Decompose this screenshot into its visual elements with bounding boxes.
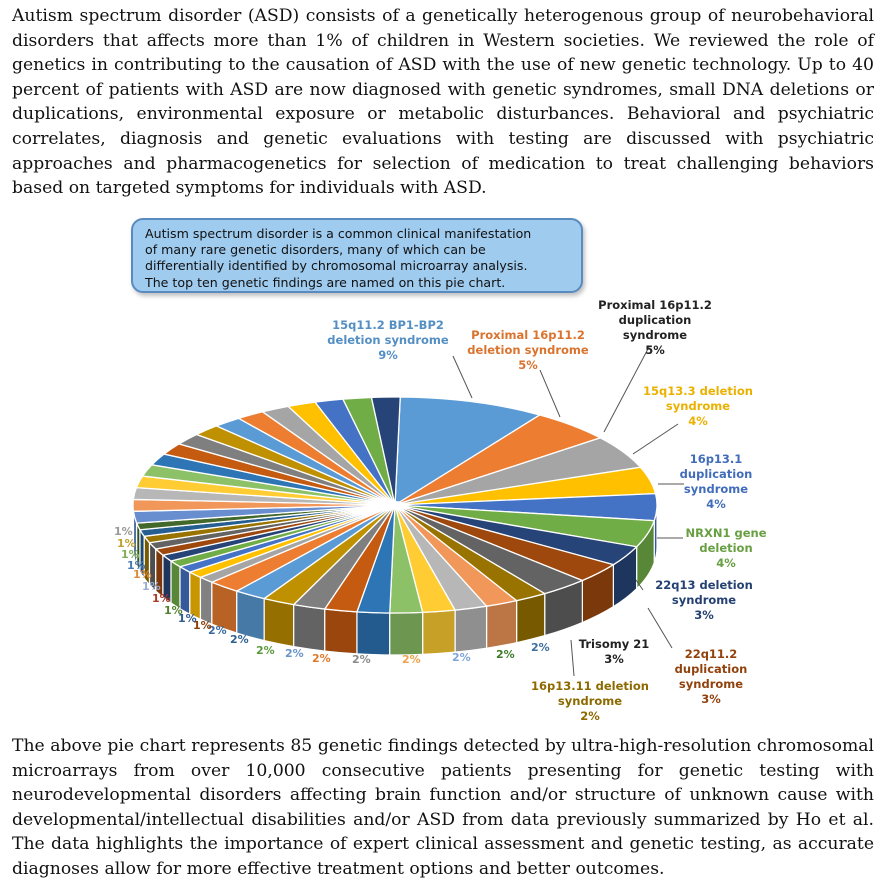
slice-value-label: 1% <box>114 525 133 538</box>
slice-name-label: Proximal 16p11.2 <box>471 328 585 342</box>
slice-name-label: 16p13.1 <box>689 452 743 466</box>
slice-label <box>655 578 753 623</box>
slice-value-label: 3% <box>701 692 721 706</box>
slice-label <box>531 679 649 724</box>
pie-slice-side <box>517 594 545 643</box>
pie-slice-side <box>171 561 180 609</box>
slice-name-label: syndrome <box>557 694 623 708</box>
slice-value-label: 1% <box>178 612 197 625</box>
pie-slice-side <box>487 601 517 649</box>
slice-name-label: deletion syndrome <box>327 333 449 347</box>
callout-line: The top ten genetic findings are named on this pie chart. <box>145 274 506 290</box>
slice-name-label: 22q13 deletion <box>655 578 753 592</box>
pie-slice-side <box>294 605 325 651</box>
pie-slice-side <box>264 599 293 647</box>
slice-value-label: 5% <box>518 358 538 372</box>
slice-value-label: 2% <box>402 653 421 666</box>
slice-name-label: NRXN1 gene <box>685 526 767 540</box>
slice-value-label: 1% <box>164 604 183 617</box>
chart-callout-box <box>131 218 583 293</box>
slice-label <box>467 328 588 373</box>
abstract-paragraph: Autism spectrum disorder (ASD) consists of a genetically heterogenous group of neurobehavioral disorders that affects more than 1% of children in Western societies. We reviewed the role of genetics in contributing to the causation of ASD with the use of new genetic technology. Up to 40 percent of patients with ASD are now diagnosed with genetic syndromes, small DNA deletions or duplications, environmental exposure or metabolic disturbances. Behavioral and psychiatric correlates, diagnosis and genetic evaluations with testing are discussed with psychiatric approaches and pharmacogenetics for selection of medication to treat challenging behaviors based on targeted symptoms for individuals with ASD. <box>12 6 874 199</box>
pie-slice-side <box>325 609 357 654</box>
slice-value-label: 2% <box>312 652 331 665</box>
slice-value-label: 1% <box>142 580 161 593</box>
slice-name-label: syndrome <box>622 328 688 342</box>
slice-name-label: deletion <box>699 541 753 555</box>
slice-name-label: Trisomy 21 <box>578 637 650 651</box>
slice-value-label: 4% <box>716 556 736 570</box>
slice-label <box>680 452 753 512</box>
slice-name-label: duplication <box>618 313 692 327</box>
slice-value-label: 1% <box>133 568 152 581</box>
slice-value-label: 1% <box>152 592 171 605</box>
slice-label <box>686 526 767 571</box>
slice-value-label: 2% <box>256 644 275 657</box>
slice-value-label: 1% <box>117 537 136 550</box>
pie-slice-side <box>357 612 390 655</box>
slice-value-label: 2% <box>580 709 600 723</box>
slice-value-label: 2% <box>285 647 304 660</box>
slice-value-label: 5% <box>645 343 665 357</box>
slice-value-label: 2% <box>208 624 227 637</box>
slice-value-label: 9% <box>378 348 398 362</box>
slice-name-label: 16p13.11 deletion <box>531 679 649 693</box>
pie-slice-side <box>390 612 423 655</box>
slice-value-label: 1% <box>193 619 212 632</box>
callout-line: Autism spectrum disorder is a common clinical manifestation <box>145 226 532 241</box>
slice-label <box>327 318 448 363</box>
slice-name-label: Proximal 16p11.2 <box>598 298 712 312</box>
slice-value-label: 3% <box>604 652 624 666</box>
slice-name-label: syndrome <box>683 482 749 496</box>
pie-center <box>385 501 405 509</box>
slice-label <box>675 647 748 707</box>
leader-line <box>571 640 574 676</box>
slice-name-label: 22q11.2 <box>684 647 738 661</box>
slice-name-label: duplication <box>679 467 753 481</box>
slice-name-label: syndrome <box>671 593 737 607</box>
pie-slice-side <box>423 610 455 654</box>
slice-value-label: 3% <box>694 608 714 622</box>
slice-label <box>579 637 649 667</box>
pie-slice-side <box>200 577 211 624</box>
slice-name-label: 15q11.2 BP1-BP2 <box>332 318 444 332</box>
slice-value-label: 2% <box>531 641 550 654</box>
slice-value-label: 2% <box>230 633 249 646</box>
slice-name-label: syndrome <box>665 399 731 413</box>
slice-value-label: 1% <box>127 559 146 572</box>
slice-label <box>643 384 753 429</box>
callout-line: differentially identified by chromosomal microarray analysis. <box>145 258 528 274</box>
slice-name-label: duplication <box>674 662 748 676</box>
slice-label <box>598 298 712 358</box>
caption-paragraph: The above pie chart represents 85 genetic findings detected by ultra-high-resolution chromosomal microarrays from over 10,000 consecutive patients presenting for genetic testing with neurodevelopmental disorders affecting brain function and/or structure of unknown cause with developmental/intellectual disabilities and/or ASD from data previously summarized by Ho et al. The data highlights the importance of expert clinical assessment and genetic testing, as accurate diagnoses allow for more effective treatment options and better outcomes. <box>12 736 874 879</box>
slice-name-label: syndrome <box>678 677 744 691</box>
leader-line <box>540 370 560 417</box>
pie-slice-side <box>455 606 486 652</box>
slice-name-label: deletion syndrome <box>467 343 589 357</box>
slice-value-label: 4% <box>706 497 726 511</box>
slice-value-label: 1% <box>121 548 140 561</box>
callout-line: of many rare genetic disorders, many of which can be <box>145 242 486 258</box>
slice-value-label: 4% <box>688 414 708 428</box>
slice-value-label: 2% <box>352 653 371 666</box>
slice-value-label: 2% <box>496 648 515 661</box>
slice-name-label: 15q13.3 deletion <box>643 384 753 398</box>
slice-value-label: 2% <box>452 651 471 664</box>
